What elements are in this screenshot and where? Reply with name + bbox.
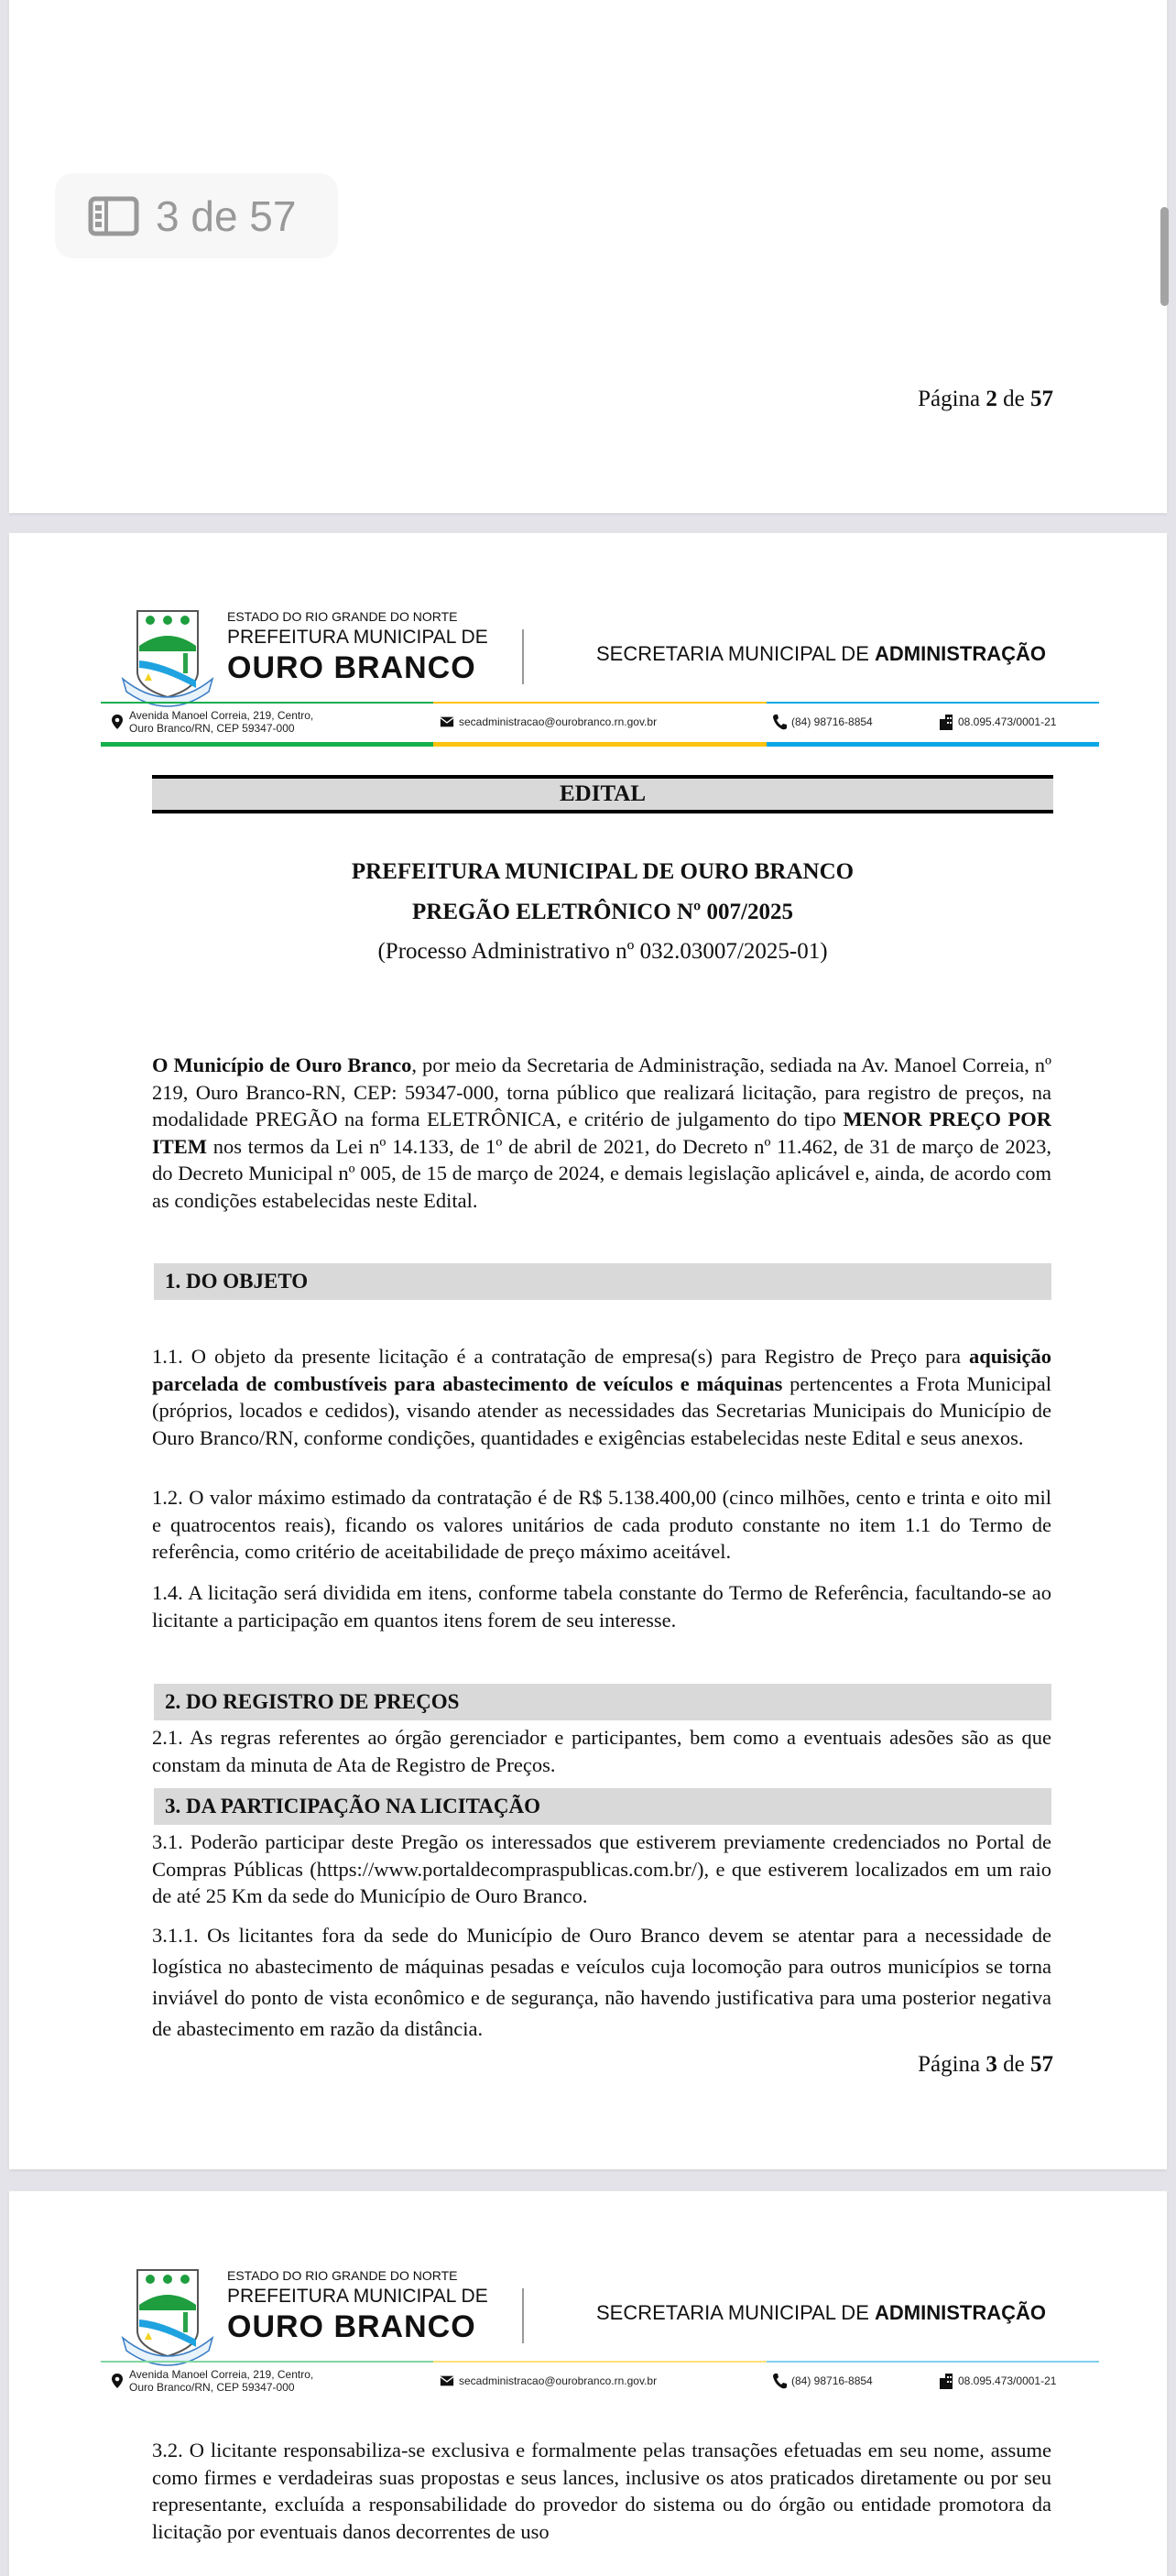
letterhead	[9, 602, 1167, 748]
section-heading-registro-precos: 2. DO REGISTRO DE PREÇOS	[154, 1684, 1051, 1720]
city-name: OURO BRANCO	[227, 650, 476, 685]
page-indicator-label: 3 de 57	[156, 191, 297, 240]
letterhead-divider	[522, 629, 524, 684]
envelope-icon	[440, 714, 454, 730]
sidebar-thumbnails-icon	[88, 196, 139, 236]
letterhead-top-stripe	[101, 702, 1099, 704]
address-contact: Avenida Manoel Correia, 219, Centro, Ouro Branco/RN, CEP 59347-000	[110, 2368, 313, 2394]
letterhead-contact-row	[101, 706, 1099, 743]
phone-contact: (84) 98716-8854	[772, 714, 873, 730]
email-contact: secadministracao@ourobranco.rn.gov.br	[440, 714, 657, 730]
vertical-scrollbar[interactable]	[1160, 207, 1169, 306]
cnpj-contact: 08.095.473/0001-21	[939, 2373, 1056, 2389]
location-pin-icon	[110, 2373, 125, 2389]
page-footer-number: Página 2 de 57	[918, 387, 1053, 411]
email-contact: secadministracao@ourobranco.rn.gov.br	[440, 2373, 657, 2389]
municipal-crest-icon	[117, 607, 218, 708]
paragraph-3-1: 3.1. Poderão participar deste Pregão os interessados que estiverem previamente credenciados no Portal de Compras Públicas (https://www.portaldecompraspublicas.com.br/), e que estiverem localizados em um raio de até 25 Km da sede do Município de Ouro Branco.	[152, 1830, 1051, 1907]
page-footer-number: Página 3 de 57	[918, 2052, 1053, 2077]
phone-contact: (84) 98716-8854	[772, 2373, 873, 2389]
prefeitura-label: PREFEITURA MUNICIPAL DE	[227, 2286, 488, 2307]
building-icon	[939, 714, 953, 730]
paragraph-2-1: 2.1. As regras referentes ao órgão gerenciador e participantes, bem como a eventuais adesões são as que constam da minuta de Ata de Registro de Preços.	[152, 1726, 1051, 1776]
document-page-3	[9, 533, 1167, 2169]
document-page-4	[9, 2191, 1167, 2576]
secretaria-name: SECRETARIA MUNICIPAL DE ADMINISTRAÇÃO	[596, 2301, 1046, 2324]
location-pin-icon	[110, 714, 125, 730]
letterhead-bottom-stripe	[101, 742, 1099, 747]
municipal-crest-icon	[117, 2266, 218, 2367]
letterhead-title-block	[227, 609, 488, 686]
prefeitura-label: PREFEITURA MUNICIPAL DE	[227, 627, 488, 648]
paragraph-1-1: 1.1. O objeto da presente licitação é a contratação de empresa(s) para Registro de Preço para aquisição parcelada de combustíveis para abastecimento de veículos e máquinas pertencentes a Frota Municipal (próprios, locados e cedidos), visando atender as necessidades das Secretarias Municipais do Município de Ouro Branco/RN, conforme condições, quantidades e exigências estabelecidas neste Edital e seus anexos.	[152, 1345, 1051, 1449]
edital-heading: EDITAL	[152, 775, 1053, 813]
building-icon	[939, 2373, 953, 2389]
state-name: ESTADO DO RIO GRANDE DO NORTE	[227, 2268, 458, 2283]
letterhead-title-block	[227, 2268, 488, 2345]
secretaria-name: SECRETARIA MUNICIPAL DE ADMINISTRAÇÃO	[596, 642, 1046, 665]
document-title-prefeitura: PREFEITURA MUNICIPAL DE OURO BRANCO	[351, 859, 855, 884]
paragraph-1-4: 1.4. A licitação será dividida em itens, conforme tabela constante do Termo de Referência, facultando-se ao licitante a participação em quantos itens forem de seu interesse.	[152, 1581, 1051, 1632]
paragraph-1-2: 1.2. O valor máximo estimado da contratação é de R$ 5.138.400,00 (cinco milhões, cento e trinta e oito mil e quatrocentos reais), ficando os valores unitários de cada produto constante no item 1.1 do Termo de referência, como critério de aceitabilidade de preço máximo aceitável.	[152, 1486, 1051, 1563]
section-heading-objeto: 1. DO OBJETO	[154, 1263, 1051, 1300]
document-title-processo: (Processo Administrativo nº 032.03007/2025-01)	[377, 939, 828, 964]
envelope-icon	[440, 2373, 454, 2389]
intro-paragraph: O Município de Ouro Branco, por meio da Secretaria de Administração, sediada na Av. Manoel Correia, nº 219, Ouro Branco-RN, CEP: 59347-000, torna público que realizará licitação, para registro de preços, na modalidade PREGÃO na forma ELETRÔNICA, e critério de julgamento do tipo MENOR PREÇO POR ITEM nos termos da Lei nº 14.133, de 1º de abril de 2021, do Decreto nº 11.462, de 31 de março de 2023, do Decreto Municipal nº 005, de 15 de março de 2024, e demais legislação aplicável e, ainda, de acordo com as condições estabelecidas neste Edital.	[152, 1053, 1051, 1212]
letterhead-divider	[522, 2288, 524, 2343]
letterhead-top-stripe	[101, 2361, 1099, 2363]
city-name: OURO BRANCO	[227, 2309, 476, 2344]
page-indicator[interactable]	[55, 173, 338, 258]
letterhead-contact-row	[101, 2365, 1099, 2402]
address-contact: Avenida Manoel Correia, 219, Centro, Ouro Branco/RN, CEP 59347-000	[110, 709, 313, 735]
letterhead	[9, 2261, 1167, 2407]
phone-icon	[772, 714, 787, 730]
phone-icon	[772, 2373, 787, 2389]
paragraph-3-2: 3.2. O licitante responsabiliza-se exclusiva e formalmente pelas transações efetuadas em seu nome, assume como firmes e verdadeiras suas propostas e seus lances, inclusive os atos praticados diretamente ou por seu representante, excluída a responsabilidade do provedor do sistema ou do órgão ou entidade promotora da licitação por eventuais danos decorrentes de uso	[152, 2439, 1051, 2543]
cnpj-contact: 08.095.473/0001-21	[939, 714, 1056, 730]
document-title-pregao: PREGÃO ELETRÔNICO Nº 007/2025	[412, 900, 793, 924]
paragraph-3-1-1: 3.1.1. Os licitantes fora da sede do Município de Ouro Branco devem se atentar para a necessidade de logística no abastecimento de máquinas pesadas e veículos cuja locomoção para outros municípios se torna inviável do ponto de vista econômico e de segurança, não havendo justificativa para uma posterior negativa de abastecimento em razão da distância.	[152, 1924, 1051, 2040]
state-name: ESTADO DO RIO GRANDE DO NORTE	[227, 609, 458, 624]
section-heading-participacao: 3. DA PARTICIPAÇÃO NA LICITAÇÃO	[154, 1788, 1051, 1825]
